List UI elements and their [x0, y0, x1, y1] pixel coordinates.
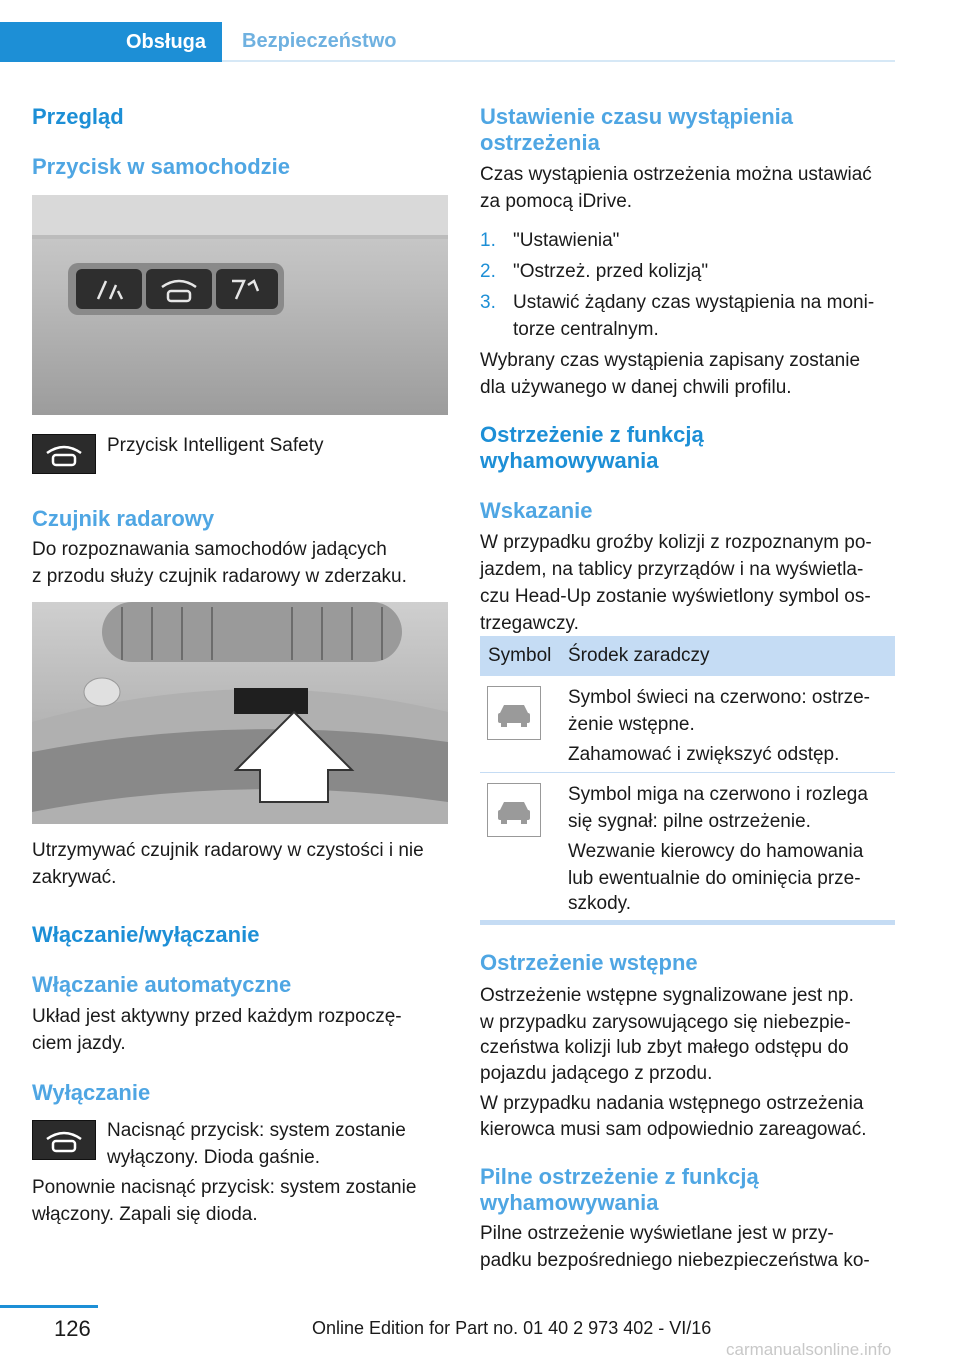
table-col-symbol: Symbol	[488, 645, 552, 666]
radar-text-2: zakrywać.	[32, 867, 117, 888]
row1-text-a: Symbol świeci na czerwono: ostrze-	[568, 687, 870, 708]
row2-text-d: lub ewentualnie do ominięcia prze-	[568, 868, 861, 889]
row2-text-b: się sygnał: pilne ostrzeżenie.	[568, 811, 811, 832]
pil-text-1: Pilne ostrzeżenie wyświetlane jest w przy-	[480, 1223, 834, 1244]
table-header	[480, 636, 895, 676]
wsk-text-1: W przypadku groźby kolizji z rozpoznanym po-	[480, 532, 872, 553]
wyl-text-1: Nacisnąć przycisk: system zostanie	[107, 1120, 406, 1141]
table-col-srodek: Środek zaradczy	[568, 645, 710, 666]
tab-obsluga[interactable]: Obsługa	[0, 22, 222, 62]
heading-wskazanie: Wskazanie	[480, 498, 593, 523]
footer-line	[0, 1305, 98, 1308]
top-navigation	[0, 0, 960, 62]
wst-text-1: Ostrzeżenie wstępne sygnalizowane jest np.	[480, 985, 854, 1006]
car-warning-icon	[487, 686, 541, 740]
heading-przycisk: Przycisk w samochodzie	[32, 154, 290, 179]
icon-caption: Przycisk Intelligent Safety	[107, 435, 324, 456]
wst-text-4: pojazdu jadącego z przodu.	[480, 1063, 713, 1084]
edition-text: Online Edition for Part no. 01 40 2 973 402 - VI/16	[312, 1318, 712, 1338]
list-item-2: "Ostrzeż. przed kolizją"	[513, 261, 709, 282]
wybrany-text-2: dla używanego w danej chwili profilu.	[480, 377, 792, 398]
heading-wlaczanie: Włączanie/wyłączanie	[32, 922, 260, 947]
row2-text-e: szkody.	[568, 893, 632, 914]
list-num-1: 1.	[480, 230, 496, 251]
heading-przeglad: Przegląd	[32, 104, 124, 129]
list-num-3: 3.	[480, 292, 496, 313]
heading-ustawienie-1: Ustawienie czasu wystąpienia	[480, 104, 794, 129]
radar-text-1: Utrzymywać czujnik radarowy w czystości i nie	[32, 840, 424, 861]
row2-text-a: Symbol miga na czerwono i rozlega	[568, 784, 868, 805]
heading-ostrzezenie-1: Ostrzeżenie z funkcją	[480, 422, 704, 447]
watermark: carmanualsonline.info	[726, 1340, 892, 1359]
wst-text-6: kierowca musi sam odpowiednio zareagować.	[480, 1119, 867, 1140]
heading-ostrzezenie-2: wyhamowywania	[480, 448, 659, 473]
heading-czujnik: Czujnik radarowy	[32, 506, 215, 531]
auto-text-1: Układ jest aktywny przed każdym rozpoczę-	[32, 1006, 402, 1027]
intelligent-safety-icon	[32, 434, 96, 474]
heading-wstepne: Ostrzeżenie wstępne	[480, 950, 698, 975]
photo-buttons	[32, 195, 448, 415]
pil-text-2: padku bezpośredniego niebezpieczeństwa ko-	[480, 1250, 870, 1271]
list-num-2: 2.	[480, 261, 496, 282]
wyl-text-3: Ponownie nacisnąć przycisk: system zostanie	[32, 1177, 417, 1198]
row2-text-c: Wezwanie kierowcy do hamowania	[568, 841, 864, 862]
heading-pilne-1: Pilne ostrzeżenie z funkcją	[480, 1164, 759, 1189]
wyl-text-4: włączony. Zapali się dioda.	[32, 1204, 258, 1225]
photo-radar-sensor	[32, 602, 448, 824]
wsk-text-3: czu Head-Up zostanie wyświetlony symbol os-	[480, 586, 871, 607]
car-warning-icon-2	[487, 783, 541, 837]
czujnik-text-2: z przodu służy czujnik radarowy w zderzaku.	[32, 566, 407, 587]
wsk-text-2: jazdem, na tablicy przyrządów i na wyświetla-	[480, 559, 864, 580]
table-bottom-border	[480, 920, 895, 925]
wsk-text-4: trzegawczy.	[480, 613, 579, 634]
wst-text-2: w przypadku zarysowującego się niebezpie-	[480, 1012, 851, 1033]
list-item-1: "Ustawienia"	[513, 230, 620, 251]
auto-text-2: ciem jazdy.	[32, 1033, 126, 1054]
heading-pilne-2: wyhamowywania	[480, 1190, 659, 1215]
ust-text-2: za pomocą iDrive.	[480, 191, 633, 212]
tab-bezpieczenstwo[interactable]: Bezpieczeństwo	[222, 22, 895, 62]
wyl-text-2: wyłączony. Dioda gaśnie.	[107, 1147, 320, 1168]
czujnik-text-1: Do rozpoznawania samochodów jadących	[32, 539, 387, 560]
list-item-3b: torze centralnym.	[513, 319, 659, 340]
ust-text-1: Czas wystąpienia ostrzeżenia można ustawiać	[480, 164, 872, 185]
wst-text-5: W przypadku nadania wstępnego ostrzeżenia	[480, 1093, 864, 1114]
row1-text-b: żenie wstępne.	[568, 714, 695, 735]
heading-ustawienie-2: ostrzeżenia	[480, 130, 600, 155]
wybrany-text-1: Wybrany czas wystąpienia zapisany zostanie	[480, 350, 861, 371]
row1-text-c: Zahamować i zwiększyć odstęp.	[568, 744, 840, 765]
list-item-3: Ustawić żądany czas wystąpienia na moni-	[513, 292, 875, 313]
intelligent-safety-icon-2	[32, 1120, 96, 1160]
heading-wylaczanie: Wyłączanie	[32, 1080, 151, 1105]
table-row-separator	[480, 772, 895, 773]
heading-auto: Włączanie automatyczne	[32, 972, 292, 997]
page-number: 126	[54, 1316, 91, 1341]
wst-text-3: czeństwa kolizji lub zbyt małego odstępu do	[480, 1037, 849, 1058]
